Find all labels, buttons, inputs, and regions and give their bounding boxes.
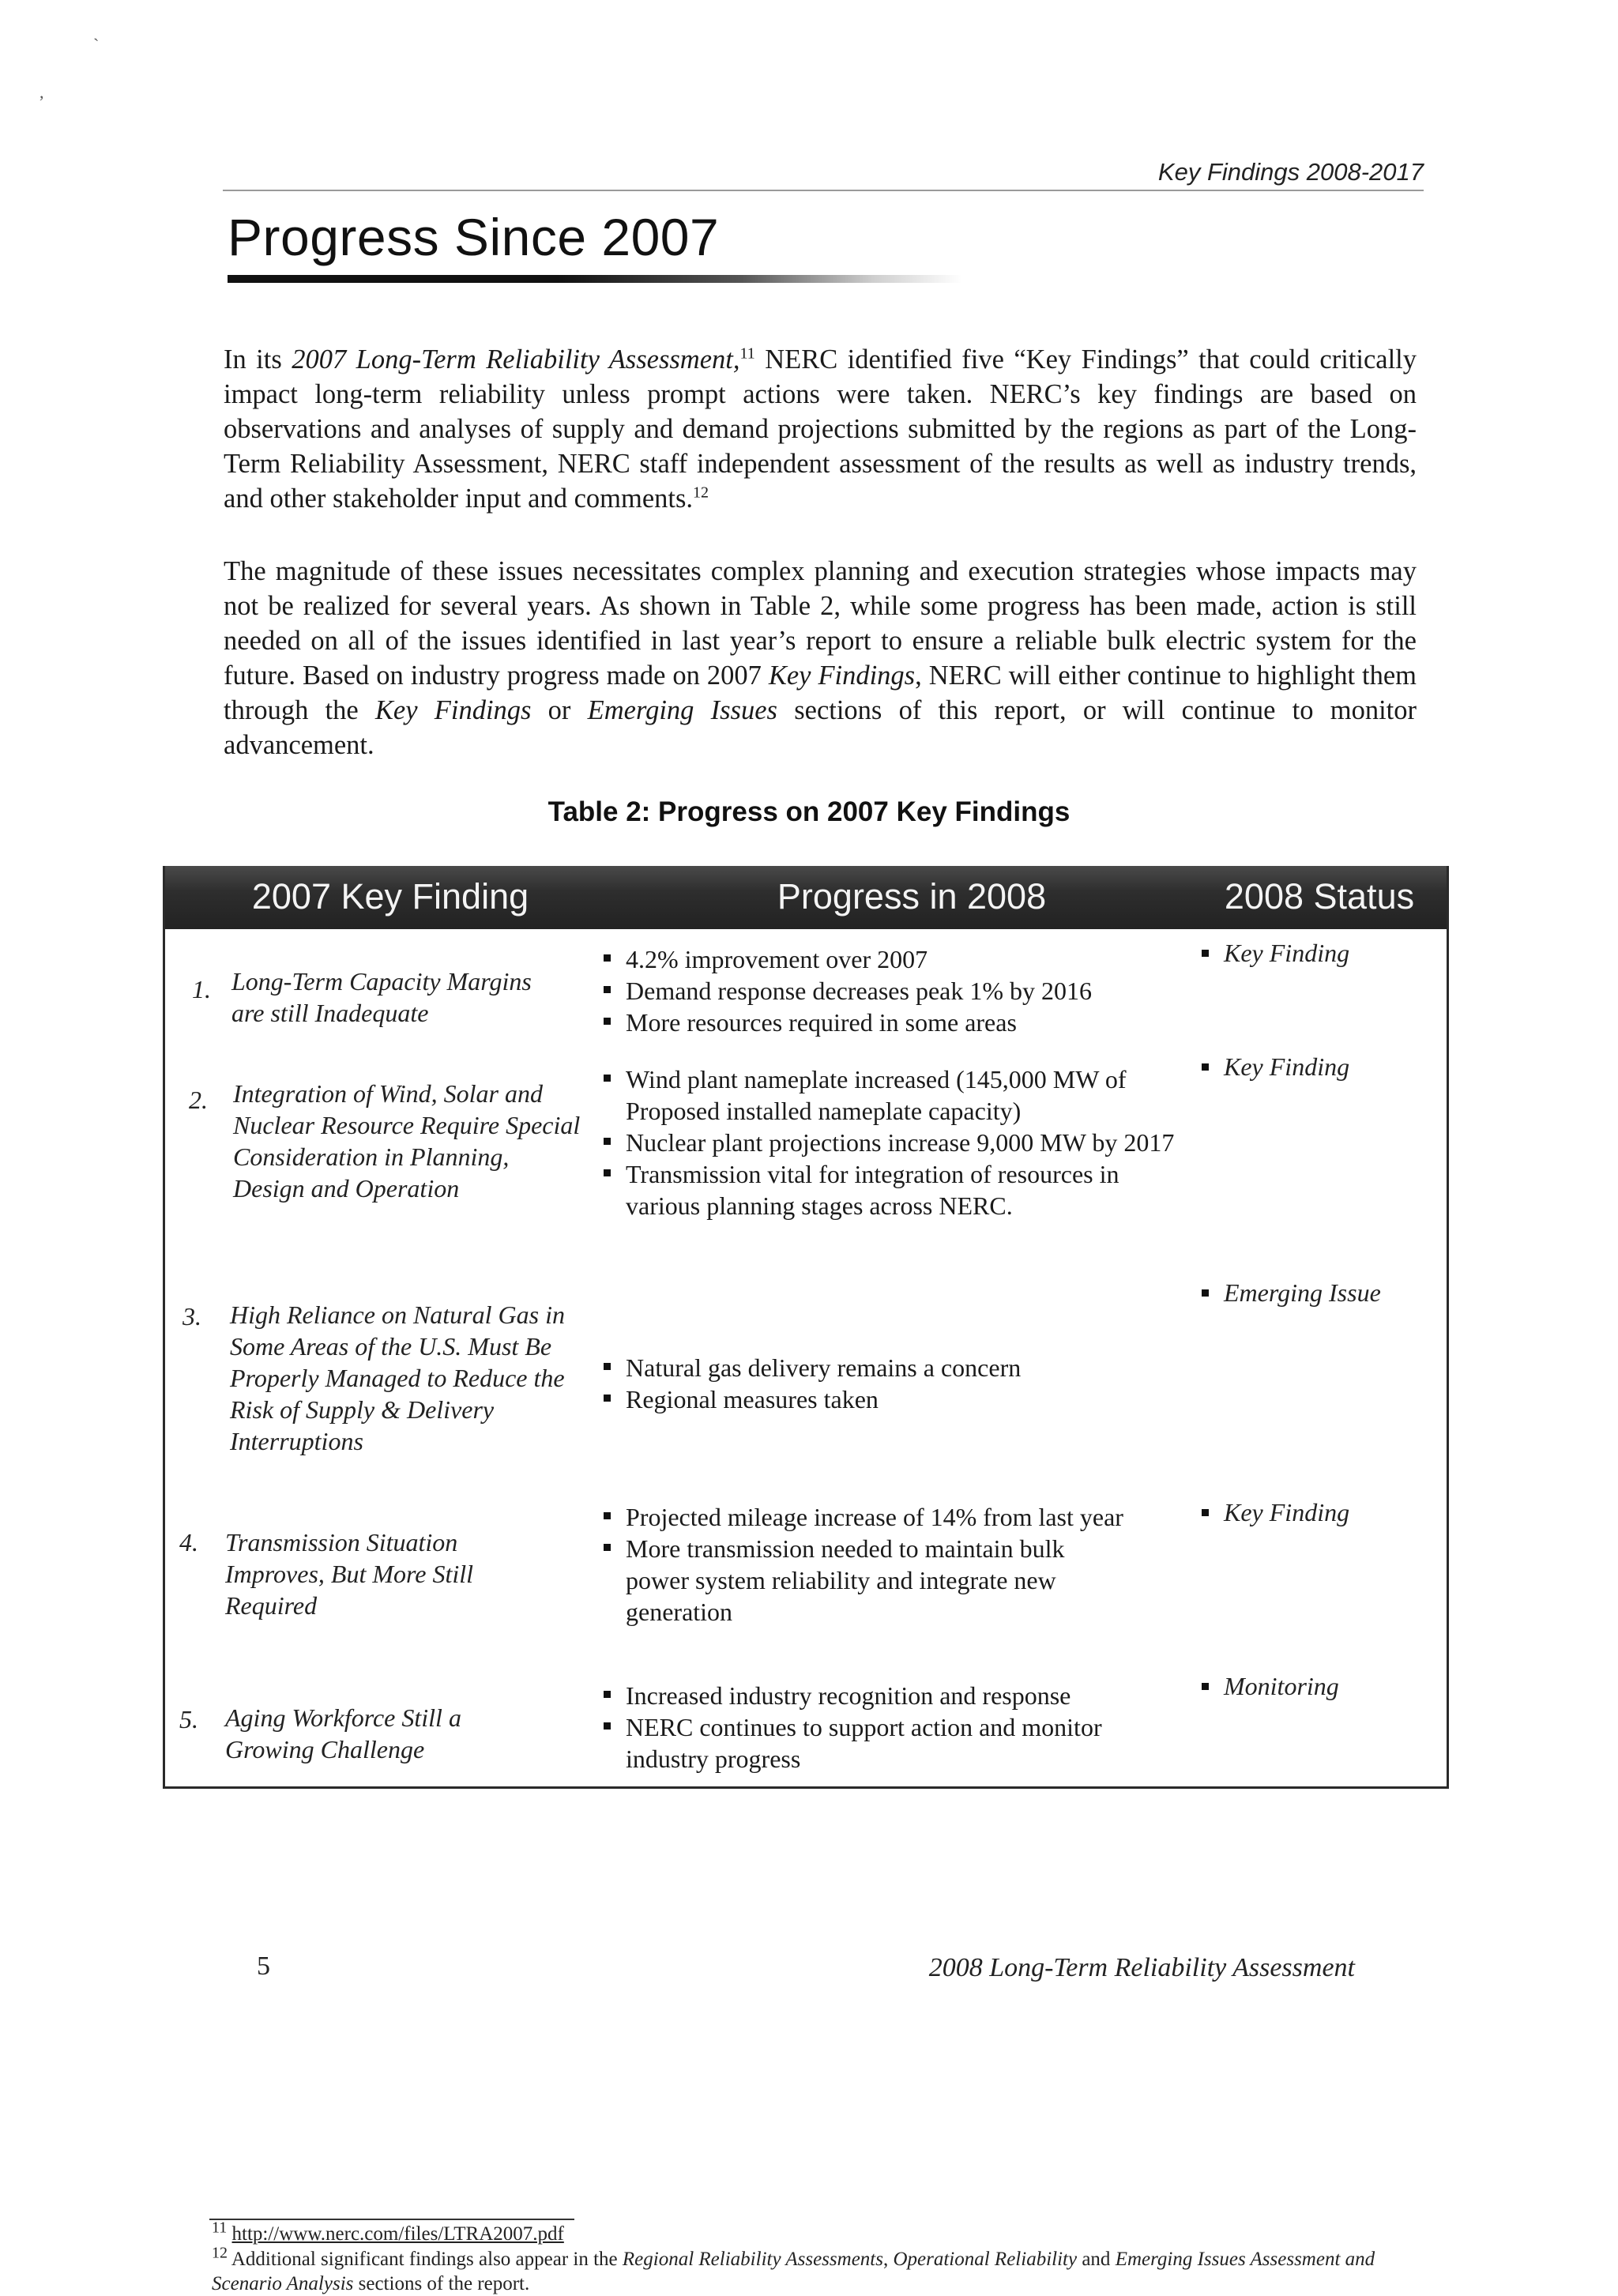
- row-number: 1.: [192, 975, 211, 1003]
- page-title: Progress Since 2007: [228, 208, 720, 266]
- progress-item: More transmission needed to maintain bulk power system reliability and integrate new generation: [604, 1533, 1125, 1628]
- progress-item: Regional measures taken: [604, 1383, 1180, 1415]
- row-number: 4.: [179, 1528, 198, 1556]
- running-header-title: Key Findings 2008-2017: [1157, 158, 1424, 186]
- intro-paragraph: In its 2007 Long-Term Reliability Assessment,$^{11}$ NERC identified five “Key Findings” that could critically impact long-term reliability unless prompt actions were taken. NERC’s key findings are based on observations and analyses of supply and demand projections submitted by the regions as part of the Long-Term Reliability Assessment, NERC staff independent assessment of the results as well as industry trends, and other stakeholder input and comments.$^{12}$: [224, 344, 1417, 514]
- footnote-divider: [209, 2219, 574, 2220]
- table-header-row: [165, 866, 1447, 929]
- header-progress: Progress in 2008: [777, 876, 1047, 917]
- row-finding: Long-Term Capacity Margins are still Inadequate: [231, 967, 532, 1027]
- progress-item: 4.2% improvement over 2007: [604, 943, 1180, 975]
- scan-speck: `: [93, 35, 100, 55]
- row-progress-list: [604, 1063, 1180, 1221]
- table-caption: Table 2: Progress on 2007 Key Findings: [547, 796, 1071, 827]
- row-number: 5.: [179, 1705, 198, 1733]
- title-underline: [228, 275, 962, 283]
- row-progress-list: [604, 943, 1180, 1038]
- row-finding: Aging Workforce Still a Growing Challenge: [225, 1703, 461, 1763]
- row-progress-list: [604, 1501, 1125, 1628]
- row-status: Emerging Issue: [1202, 1278, 1461, 1308]
- header-key-finding: 2007 Key Finding: [251, 876, 529, 917]
- progress-paragraph: The magnitude of these issues necessitates complex planning and execution strategies whose impacts may not be realized for several years. As shown in Table 2, while some progress has been made, action is still needed on all of the issues identified in last year’s report to ensure a reliable bulk electric system for the future. Based on industry progress made on 2007 Key Findings, NERC will either continue to highlight them through the Key Findings or Emerging Issues sections of this report, or will continue to monitor advancement.: [224, 556, 1417, 760]
- row-status: Key Finding: [1202, 1052, 1461, 1082]
- row-finding: High Reliance on Natural Gas in Some Areas of the U.S. Must Be Properly Managed to Reduce the Risk of Supply & Delivery Interruptions: [230, 1300, 565, 1455]
- progress-item: Natural gas delivery remains a concern: [604, 1352, 1180, 1383]
- running-footer: 2008 Long-Term Reliability Assessment: [928, 1953, 1355, 1982]
- footnote-12: $^{12}$ Additional significant findings also appear in the Regional Reliability Assessments, Operational Reliability and Emerging Issues Assessment and Scenario Analysis sections of the report.: [212, 2244, 1375, 2294]
- progress-item: Demand response decreases peak 1% by 2016: [604, 975, 1180, 1007]
- row-status: Key Finding: [1202, 1498, 1461, 1527]
- footnote-link[interactable]: http://www.nerc.com/files/LTRA2007.pdf: [231, 2223, 564, 2245]
- row-finding: Integration of Wind, Solar and Nuclear Resource Require Special Consideration in Planning, Design and Operation: [233, 1079, 581, 1203]
- row-number: 2.: [189, 1086, 208, 1114]
- footnote-ref-11: 11: [739, 344, 755, 363]
- row-progress-list: [604, 1680, 1172, 1775]
- progress-item: NERC continues to support action and monitor industry progress: [604, 1711, 1172, 1775]
- footnote-number: 12: [212, 2244, 228, 2262]
- progress-item: Wind plant nameplate increased (145,000 MW of Proposed installed nameplate capacity): [604, 1063, 1180, 1127]
- row-progress-list: [604, 1352, 1180, 1415]
- progress-table: [163, 866, 1449, 1789]
- row-status: Monitoring: [1202, 1672, 1461, 1701]
- row-number: 3.: [182, 1302, 201, 1331]
- footnote-11: [212, 2219, 1401, 2246]
- row-status: Key Finding: [1202, 939, 1461, 968]
- progress-item: Nuclear plant projections increase 9,000 MW by 2017: [604, 1127, 1180, 1158]
- page-number: 5: [257, 1952, 270, 1981]
- progress-item: More resources required in some areas: [604, 1007, 1180, 1038]
- progress-item: Transmission vital for integration of resources in various planning stages across NERC.: [604, 1158, 1180, 1221]
- progress-item: Projected mileage increase of 14% from last year: [604, 1501, 1125, 1533]
- report-title: 2007 Long-Term Reliability Assessment,: [292, 344, 740, 375]
- header-status: 2008 Status: [1224, 876, 1415, 917]
- footnote-ref-12: 12: [693, 484, 709, 502]
- footnote-number: 11: [212, 2219, 228, 2237]
- progress-item: Increased industry recognition and response: [604, 1680, 1172, 1711]
- row-finding: Transmission Situation Improves, But More Still Required: [225, 1528, 474, 1620]
- scan-speck: ,: [40, 82, 44, 102]
- running-header: [223, 156, 1424, 191]
